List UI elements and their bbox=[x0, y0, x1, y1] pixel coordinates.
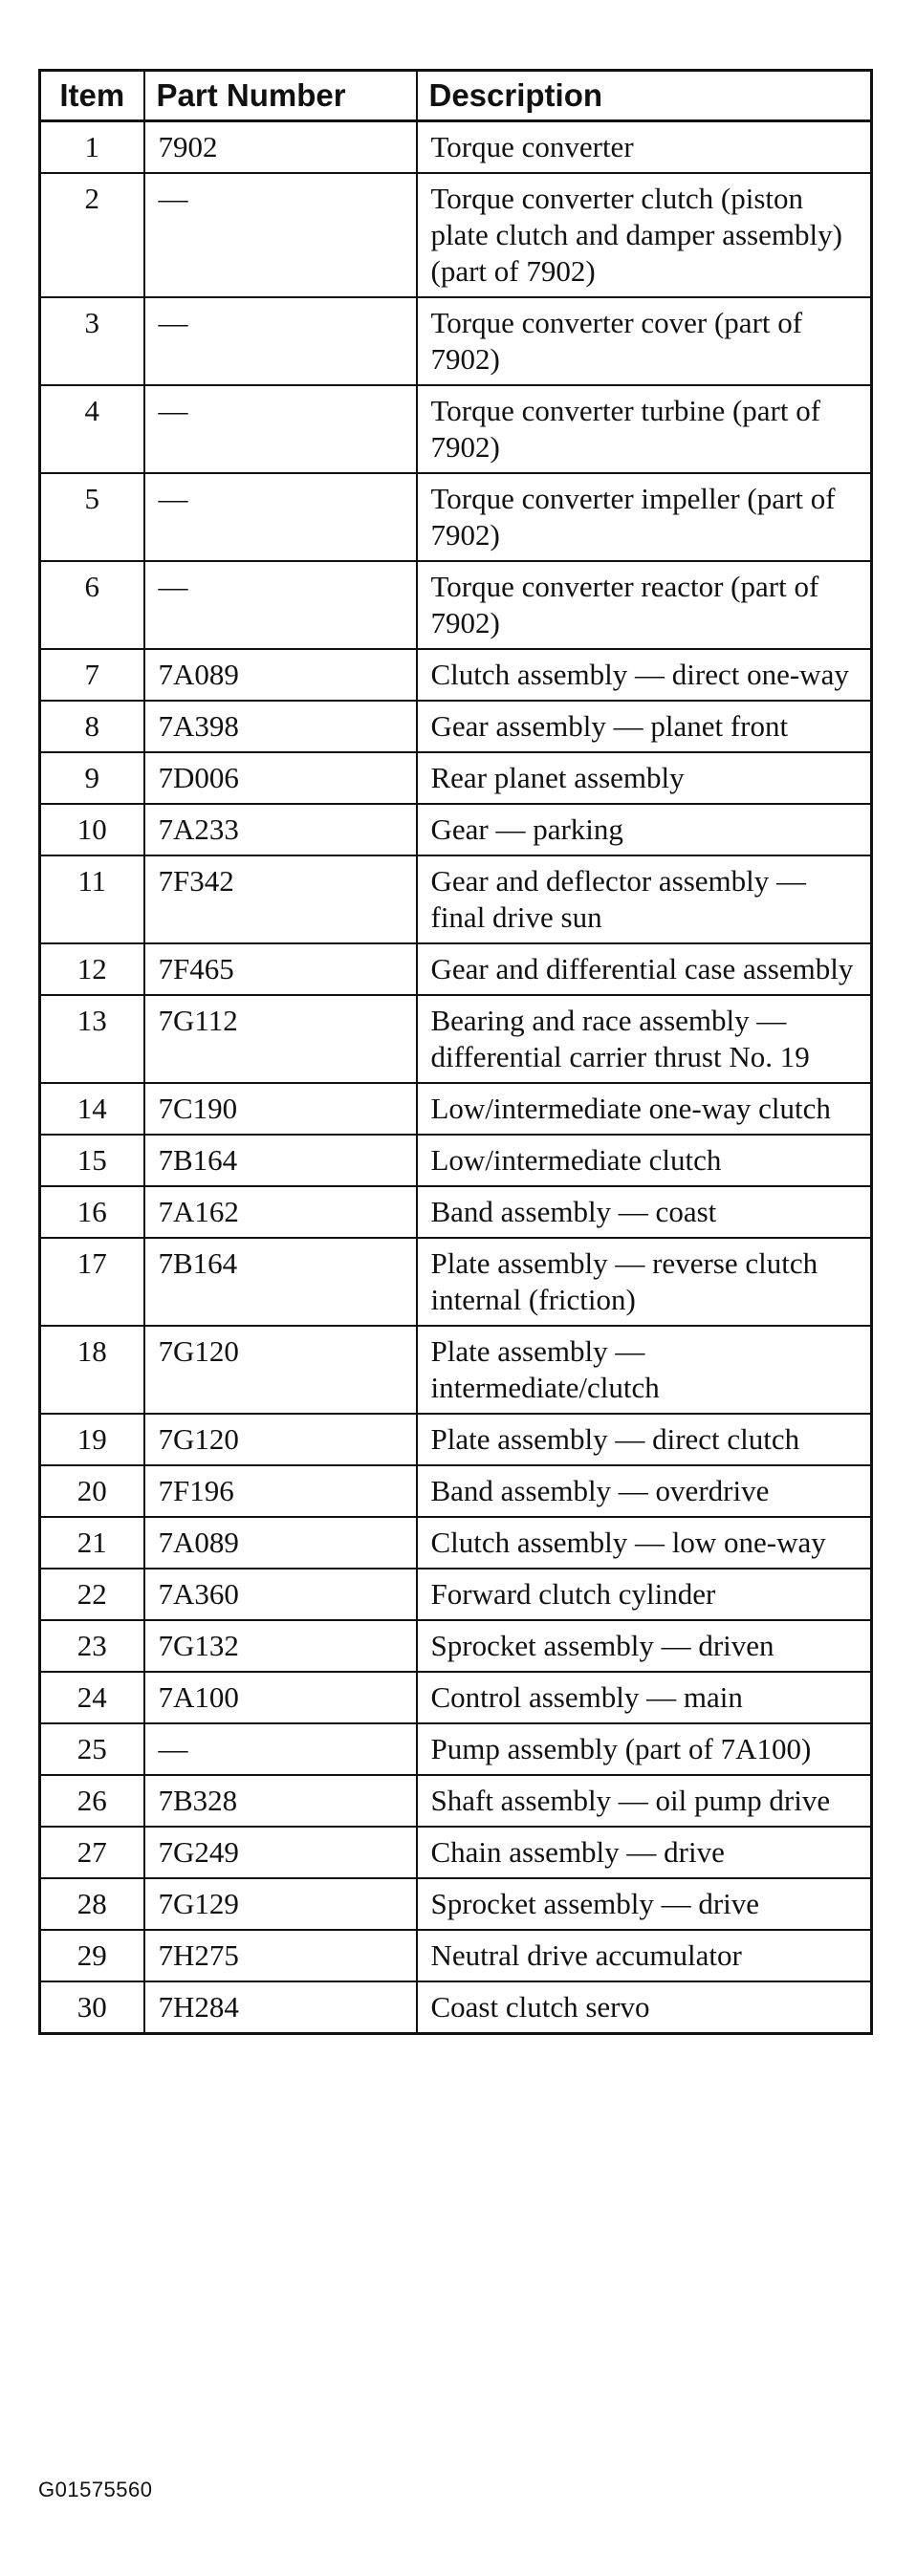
item-number-cell: 18 bbox=[40, 1326, 144, 1414]
table-row bbox=[40, 1878, 872, 1930]
table-row bbox=[40, 1517, 872, 1569]
description-cell: Chain assembly — drive bbox=[417, 1827, 872, 1878]
item-number-cell: 30 bbox=[40, 1981, 144, 2034]
item-number-cell: 17 bbox=[40, 1238, 144, 1326]
table-row bbox=[40, 1672, 872, 1723]
table-row bbox=[40, 1326, 872, 1414]
description-cell: Torque converter turbine (part of 7902) bbox=[417, 385, 872, 473]
item-number-cell: 14 bbox=[40, 1083, 144, 1135]
table-row bbox=[40, 173, 872, 297]
item-number-cell: 25 bbox=[40, 1723, 144, 1775]
table-row bbox=[40, 943, 872, 995]
table-row bbox=[40, 995, 872, 1083]
header-part-number: Part Number bbox=[144, 71, 417, 121]
table-row bbox=[40, 1827, 872, 1878]
part-number-cell: 7D006 bbox=[144, 752, 417, 804]
description-cell: Rear planet assembly bbox=[417, 752, 872, 804]
part-number-cell: — bbox=[144, 297, 417, 385]
table-row bbox=[40, 1465, 872, 1517]
item-number-cell: 1 bbox=[40, 121, 144, 174]
part-number-cell: 7B164 bbox=[144, 1135, 417, 1186]
table-row bbox=[40, 297, 872, 385]
item-number-cell: 20 bbox=[40, 1465, 144, 1517]
item-number-cell: 10 bbox=[40, 804, 144, 855]
description-cell: Gear assembly — planet front bbox=[417, 701, 872, 752]
table-row bbox=[40, 1414, 872, 1465]
part-number-cell: — bbox=[144, 1723, 417, 1775]
table-row bbox=[40, 804, 872, 855]
table-row bbox=[40, 473, 872, 561]
description-cell: Gear — parking bbox=[417, 804, 872, 855]
description-cell: Bearing and race assembly — differential carrier thrust No. 19 bbox=[417, 995, 872, 1083]
part-number-cell: 7A360 bbox=[144, 1569, 417, 1620]
description-cell: Control assembly — main bbox=[417, 1672, 872, 1723]
part-number-cell: 7A162 bbox=[144, 1186, 417, 1238]
description-cell: Forward clutch cylinder bbox=[417, 1569, 872, 1620]
table-row bbox=[40, 561, 872, 649]
description-cell: Sprocket assembly — driven bbox=[417, 1620, 872, 1672]
parts-table bbox=[38, 69, 873, 2035]
part-number-cell: 7902 bbox=[144, 121, 417, 174]
item-number-cell: 29 bbox=[40, 1930, 144, 1981]
table-row bbox=[40, 1723, 872, 1775]
description-cell: Gear and differential case assembly bbox=[417, 943, 872, 995]
part-number-cell: 7G120 bbox=[144, 1326, 417, 1414]
table-row bbox=[40, 752, 872, 804]
parts-table-body bbox=[40, 121, 872, 2034]
part-number-cell: — bbox=[144, 473, 417, 561]
description-cell: Low/intermediate one-way clutch bbox=[417, 1083, 872, 1135]
description-cell: Torque converter clutch (piston plate clutch and damper assembly) (part of 7902) bbox=[417, 173, 872, 297]
part-number-cell: — bbox=[144, 385, 417, 473]
part-number-cell: 7H284 bbox=[144, 1981, 417, 2034]
item-number-cell: 6 bbox=[40, 561, 144, 649]
part-number-cell: 7F196 bbox=[144, 1465, 417, 1517]
item-number-cell: 28 bbox=[40, 1878, 144, 1930]
header-description: Description bbox=[417, 71, 872, 121]
table-row bbox=[40, 855, 872, 943]
part-number-cell: 7C190 bbox=[144, 1083, 417, 1135]
description-cell: Torque converter impeller (part of 7902) bbox=[417, 473, 872, 561]
item-number-cell: 24 bbox=[40, 1672, 144, 1723]
item-number-cell: 27 bbox=[40, 1827, 144, 1878]
description-cell: Neutral drive accumulator bbox=[417, 1930, 872, 1981]
item-number-cell: 8 bbox=[40, 701, 144, 752]
item-number-cell: 16 bbox=[40, 1186, 144, 1238]
description-cell: Plate assembly — intermediate/clutch bbox=[417, 1326, 872, 1414]
part-number-cell: 7A233 bbox=[144, 804, 417, 855]
description-cell: Coast clutch servo bbox=[417, 1981, 872, 2034]
description-cell: Torque converter bbox=[417, 121, 872, 174]
table-row bbox=[40, 1238, 872, 1326]
part-number-cell: 7G120 bbox=[144, 1414, 417, 1465]
table-row bbox=[40, 1775, 872, 1827]
figure-id: G01575560 bbox=[38, 2478, 153, 2501]
table-row bbox=[40, 1186, 872, 1238]
item-number-cell: 23 bbox=[40, 1620, 144, 1672]
table-row bbox=[40, 1135, 872, 1186]
description-cell: Torque converter cover (part of 7902) bbox=[417, 297, 872, 385]
item-number-cell: 26 bbox=[40, 1775, 144, 1827]
table-row bbox=[40, 1569, 872, 1620]
part-number-cell: 7A089 bbox=[144, 649, 417, 701]
item-number-cell: 3 bbox=[40, 297, 144, 385]
part-number-cell: 7G132 bbox=[144, 1620, 417, 1672]
table-row bbox=[40, 1083, 872, 1135]
part-number-cell: 7G249 bbox=[144, 1827, 417, 1878]
part-number-cell: 7B164 bbox=[144, 1238, 417, 1326]
item-number-cell: 5 bbox=[40, 473, 144, 561]
part-number-cell: 7F342 bbox=[144, 855, 417, 943]
part-number-cell: 7G129 bbox=[144, 1878, 417, 1930]
table-row bbox=[40, 385, 872, 473]
item-number-cell: 9 bbox=[40, 752, 144, 804]
item-number-cell: 15 bbox=[40, 1135, 144, 1186]
part-number-cell: 7F465 bbox=[144, 943, 417, 995]
description-cell: Sprocket assembly — drive bbox=[417, 1878, 872, 1930]
description-cell: Clutch assembly — low one-way bbox=[417, 1517, 872, 1569]
description-cell: Plate assembly — reverse clutch internal (friction) bbox=[417, 1238, 872, 1326]
part-number-cell: 7G112 bbox=[144, 995, 417, 1083]
table-row bbox=[40, 1981, 872, 2034]
item-number-cell: 22 bbox=[40, 1569, 144, 1620]
item-number-cell: 4 bbox=[40, 385, 144, 473]
part-number-cell: 7A100 bbox=[144, 1672, 417, 1723]
table-row bbox=[40, 701, 872, 752]
item-number-cell: 2 bbox=[40, 173, 144, 297]
description-cell: Low/intermediate clutch bbox=[417, 1135, 872, 1186]
description-cell: Plate assembly — direct clutch bbox=[417, 1414, 872, 1465]
part-number-cell: — bbox=[144, 561, 417, 649]
table-row bbox=[40, 1930, 872, 1981]
item-number-cell: 7 bbox=[40, 649, 144, 701]
item-number-cell: 12 bbox=[40, 943, 144, 995]
description-cell: Gear and deflector assembly — final drive sun bbox=[417, 855, 872, 943]
table-row bbox=[40, 121, 872, 174]
description-cell: Clutch assembly — direct one-way bbox=[417, 649, 872, 701]
item-number-cell: 13 bbox=[40, 995, 144, 1083]
table-row bbox=[40, 1620, 872, 1672]
item-number-cell: 11 bbox=[40, 855, 144, 943]
part-number-cell: 7H275 bbox=[144, 1930, 417, 1981]
item-number-cell: 21 bbox=[40, 1517, 144, 1569]
header-item: Item bbox=[40, 71, 144, 121]
description-cell: Pump assembly (part of 7A100) bbox=[417, 1723, 872, 1775]
description-cell: Band assembly — overdrive bbox=[417, 1465, 872, 1517]
table-row bbox=[40, 649, 872, 701]
part-number-cell: — bbox=[144, 173, 417, 297]
description-cell: Shaft assembly — oil pump drive bbox=[417, 1775, 872, 1827]
header-row bbox=[40, 71, 872, 121]
description-cell: Band assembly — coast bbox=[417, 1186, 872, 1238]
part-number-cell: 7B328 bbox=[144, 1775, 417, 1827]
item-number-cell: 19 bbox=[40, 1414, 144, 1465]
part-number-cell: 7A089 bbox=[144, 1517, 417, 1569]
description-cell: Torque converter reactor (part of 7902) bbox=[417, 561, 872, 649]
part-number-cell: 7A398 bbox=[144, 701, 417, 752]
